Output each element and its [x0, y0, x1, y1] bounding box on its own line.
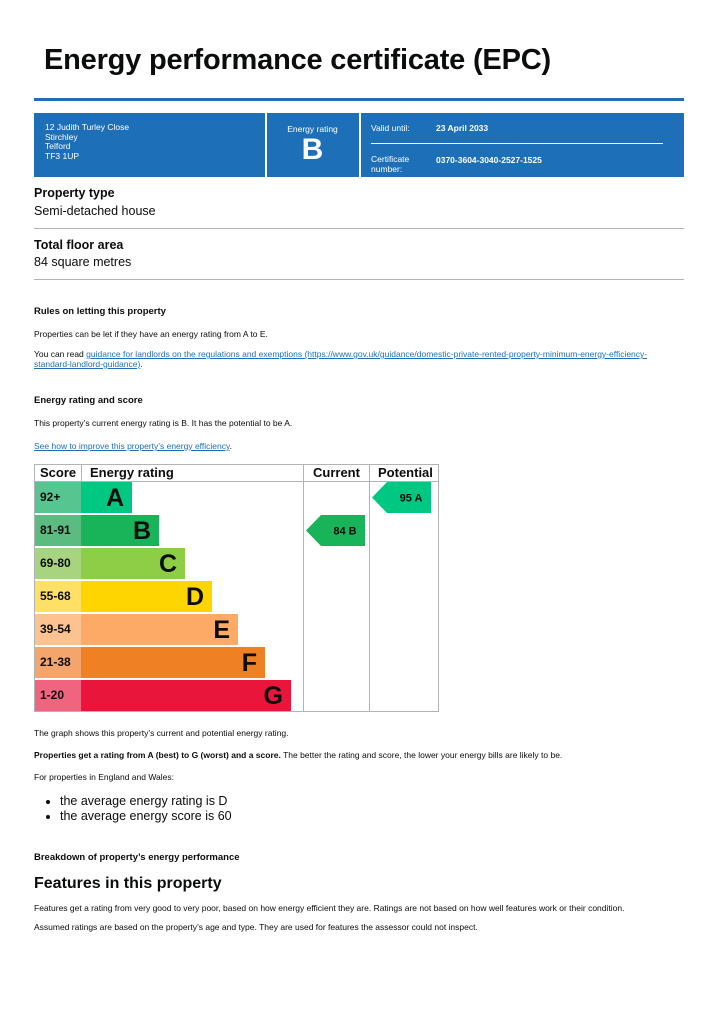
title-rule: [34, 98, 684, 101]
score-range-g: 1-20: [35, 680, 81, 711]
floor-area-value: 84 square metres: [34, 255, 132, 269]
current-rating-arrow-label: 84 B: [333, 525, 357, 538]
rating-bar-letter: E: [213, 616, 230, 644]
col-header-potential: Potential: [378, 465, 433, 480]
rating-bar-letter: G: [263, 682, 283, 710]
address-line: TF3 1UP: [45, 150, 80, 161]
section-divider: [34, 279, 684, 280]
rating-bar-letter: F: [241, 649, 257, 677]
property-type-value: Semi-detached house: [34, 204, 156, 218]
energy-rating-letter: B: [301, 133, 324, 166]
rating-bar-a: [81, 482, 132, 513]
score-range-d: 55-68: [35, 581, 81, 612]
score-range-b: 81-91: [35, 515, 81, 546]
guidance-prefix: You can read: [34, 349, 87, 359]
rating-bar-letter: B: [132, 517, 151, 545]
potential-rating-arrow: [372, 482, 431, 513]
rating-bar-letter: A: [105, 484, 124, 512]
rating-bar-g: [81, 680, 291, 711]
guidance-suffix: .: [140, 359, 143, 369]
valid-until-label: Valid until:: [371, 123, 410, 133]
energy-rating-chart: [34, 464, 439, 712]
rating-explanation-bold: Properties get a rating from A (best) to G (worst) and a score.: [34, 750, 281, 760]
certificate-number-value: 0370-3604-3040-2527-1525: [436, 155, 542, 165]
score-range-a: 92+: [35, 482, 81, 513]
col-header-energy-rating: Energy rating: [90, 465, 174, 480]
letting-text: Properties can be let if they have an energy rating from A to E.: [34, 329, 268, 339]
valid-until-value: 23 April 2033: [436, 123, 489, 133]
features-text: Features get a rating from very good to very poor, based on how energy efficient they are. Ratings are not based on how well features work or their condition.: [34, 903, 625, 913]
rating-text: This property’s current energy rating is B. It has the potential to be A.: [34, 418, 293, 428]
certificate-summary-band: [34, 113, 684, 177]
rating-explanation: [34, 750, 684, 760]
england-wales-text: For properties in England and Wales:: [34, 772, 175, 782]
address-line: 12 Judith Turley Close: [45, 122, 130, 132]
assumed-ratings-text: Assumed ratings are based on the property’s age and type. They are used for features the assessor could not inspect.: [34, 922, 478, 932]
features-title: Features in this property: [34, 875, 222, 892]
current-rating-arrow: [306, 515, 365, 546]
rating-bar-d: [81, 581, 212, 612]
section-divider: [34, 228, 684, 229]
certificate-number-label: Certificate number:: [371, 154, 410, 174]
band-divider: [359, 113, 361, 177]
rating-heading: Energy rating and score: [34, 395, 143, 406]
rating-bar-letter: C: [158, 550, 177, 578]
improve-efficiency-link[interactable]: See how to improve this property’s energy efficiency: [34, 441, 230, 451]
list-item: • the average energy rating is D: [60, 794, 232, 809]
list-item: • the average energy score is 60: [60, 809, 232, 824]
rating-bar-letter: D: [185, 583, 204, 611]
col-header-score: Score: [40, 465, 77, 480]
rating-bar-c: [81, 548, 185, 579]
floor-area-label: Total floor area: [34, 238, 124, 252]
rating-bar-e: [81, 614, 238, 645]
rating-bar-b: [81, 515, 159, 546]
address-line: Telford: [45, 141, 71, 151]
graph-caption: The graph shows this property’s current and potential energy rating.: [34, 728, 289, 738]
rating-bar-f: [81, 647, 265, 678]
col-header-current: Current: [313, 465, 360, 480]
score-range-e: 39-54: [35, 614, 81, 645]
rating-explanation-rest: The better the rating and score, the lower your energy bills are likely to be.: [280, 750, 563, 760]
address-line: Stirchley: [45, 131, 78, 142]
page-title: Energy performance certificate (EPC): [44, 44, 551, 76]
band-inner-rule: [371, 143, 663, 144]
property-type-label: Property type: [34, 186, 115, 200]
energy-rating-label: Energy rating: [287, 124, 338, 134]
improve-link-line: [34, 441, 684, 451]
guidance-link[interactable]: guidance for landlords on the regulations and exemptions (https://www.gov.uk/guidance/domestic-private-rented-property-minimum-energy-efficiency-standard-landlord-guidance): [34, 349, 648, 369]
score-range-f: 21-38: [35, 647, 81, 678]
breakdown-heading: Breakdown of property’s energy performance: [34, 852, 240, 863]
letting-guidance: [34, 349, 682, 369]
improve-link-suffix: .: [229, 441, 232, 451]
average-list: [34, 794, 232, 824]
potential-rating-arrow-label: 95 A: [399, 492, 423, 505]
property-address: [45, 123, 129, 161]
score-range-c: 69-80: [35, 548, 81, 579]
letting-heading: Rules on letting this property: [34, 306, 166, 317]
